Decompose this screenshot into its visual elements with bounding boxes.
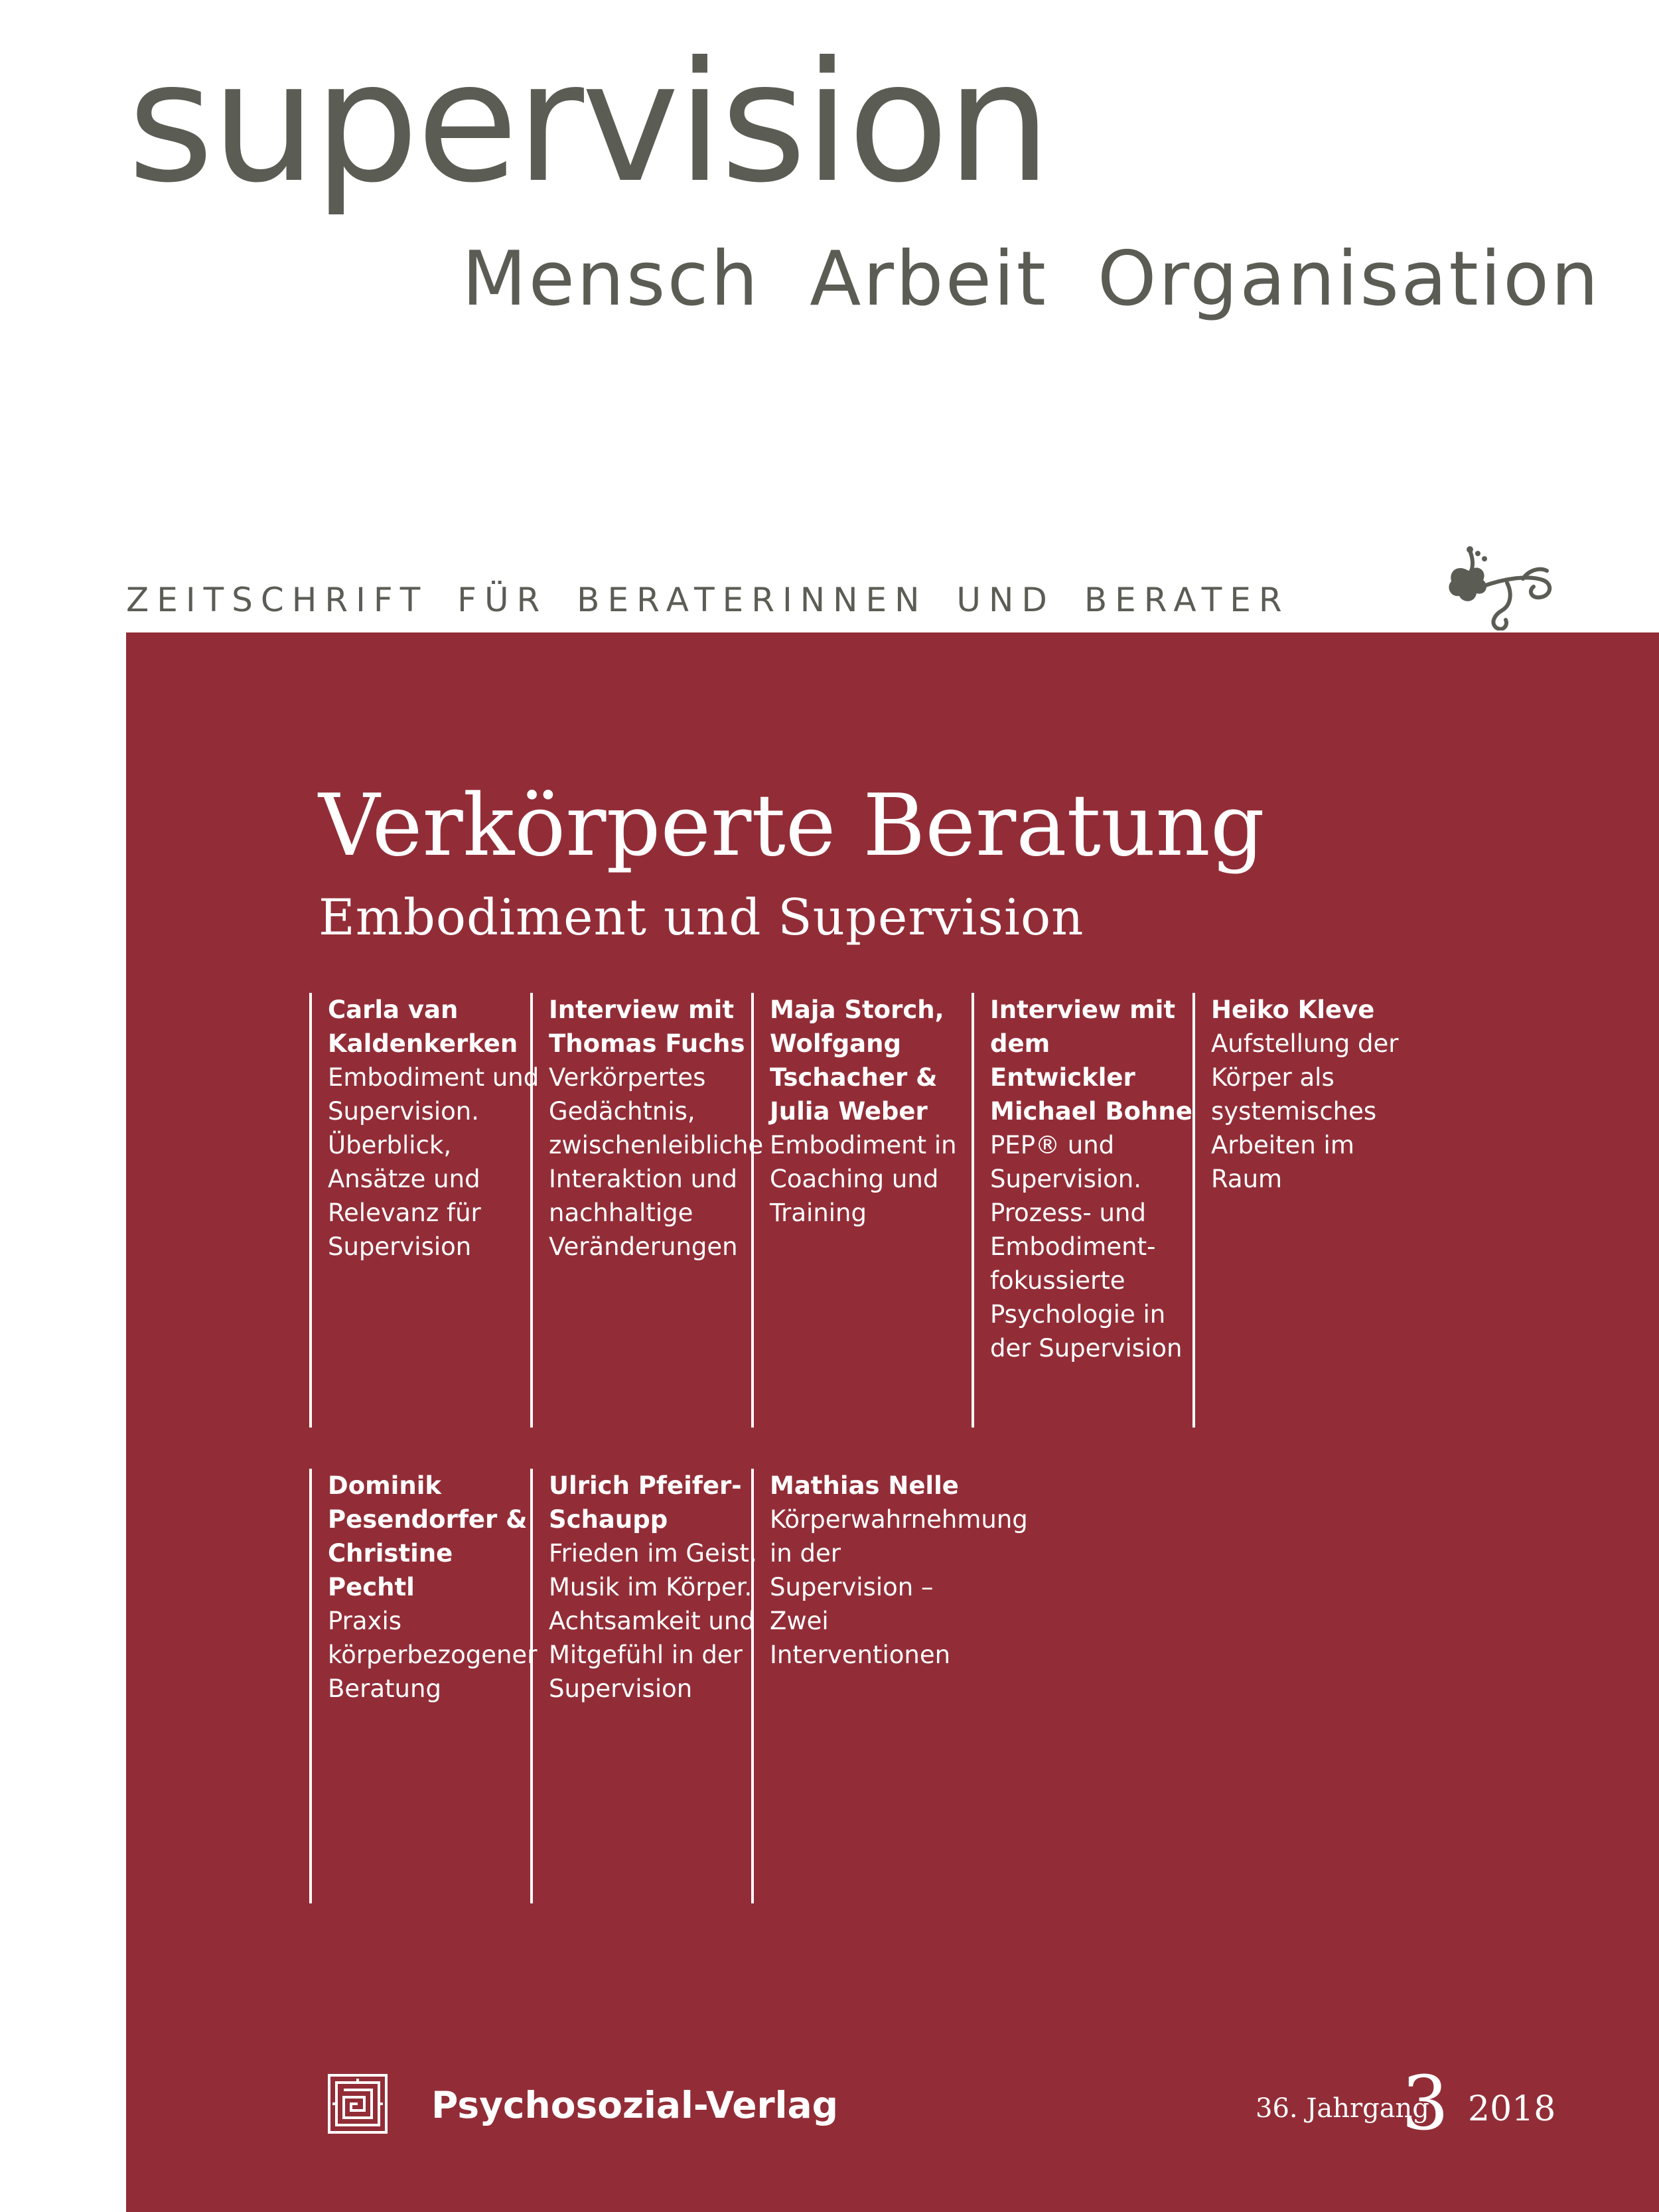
article-title: Verkörpertes Gedächtnis, zwischenleibliche Interaktion und nachhaltige Veränderungen (549, 1063, 764, 1261)
article-entry (1192, 993, 1423, 1428)
article-title: PEP® und Supervision. Prozess- und Embodiment-fokussierte Psychologie in der Supervision (990, 1131, 1183, 1363)
volume-label: 36. Jahrgang (1256, 2093, 1429, 2124)
article-title: Aufstellung der Körper als systemisches Arbeiten im Raum (1211, 1029, 1399, 1193)
vine-ornament-icon (1443, 544, 1556, 630)
article-entry (530, 1469, 761, 1903)
article-entry (309, 993, 540, 1428)
article-title: Embodiment in Coaching und Training (770, 1131, 957, 1227)
journal-subtitle: Mensch Arbeit Organisation (462, 235, 1601, 323)
issue-number: 3 (1402, 2061, 1449, 2147)
journal-tagline: ZEITSCHRIFT FÜR BERATERINNEN UND BERATER (126, 581, 1290, 619)
article-author: Ulrich Pfeifer-Schaupp (549, 1471, 742, 1534)
article-title: Körperwahrnehmung in der Supervision – Zwei Interventionen (770, 1505, 1028, 1669)
article-author: Mathias Nelle (770, 1471, 959, 1500)
article-entry (972, 993, 1202, 1428)
article-author: Interview mit dem Entwickler Michael Bohne (990, 995, 1192, 1126)
article-entry (751, 1469, 1028, 1903)
article-title: Frieden im Geist, Musik im Körper. Achtsamkeit und Mitgefühl in der Supervision (549, 1539, 757, 1703)
article-title: Praxis körperbezogener Beratung (328, 1607, 538, 1703)
issue-year: 2018 (1468, 2089, 1556, 2129)
article-entry (309, 1469, 540, 1903)
article-entry (530, 993, 764, 1428)
publisher-name: Psychosozial-Verlag (431, 2084, 838, 2126)
issue-theme-subtitle: Embodiment und Supervision (319, 888, 1084, 946)
article-author: Interview mit Thomas Fuchs (549, 995, 745, 1058)
issue-theme-title: Verkörperte Beratung (319, 776, 1265, 875)
article-entry (751, 993, 982, 1428)
journal-title: supervision (127, 26, 1049, 219)
article-author: Maja Storch, Wolfgang Tschacher & Julia Weber (770, 995, 944, 1126)
article-author: Dominik Pesendorfer & Christine Pechtl (328, 1471, 528, 1601)
publisher-logo-icon (327, 2073, 388, 2134)
article-author: Heiko Kleve (1211, 995, 1375, 1024)
article-author: Carla van Kaldenkerken (328, 995, 518, 1058)
article-title: Embodiment und Supervision. Überblick, Ansätze und Relevanz für Supervision (328, 1063, 540, 1261)
